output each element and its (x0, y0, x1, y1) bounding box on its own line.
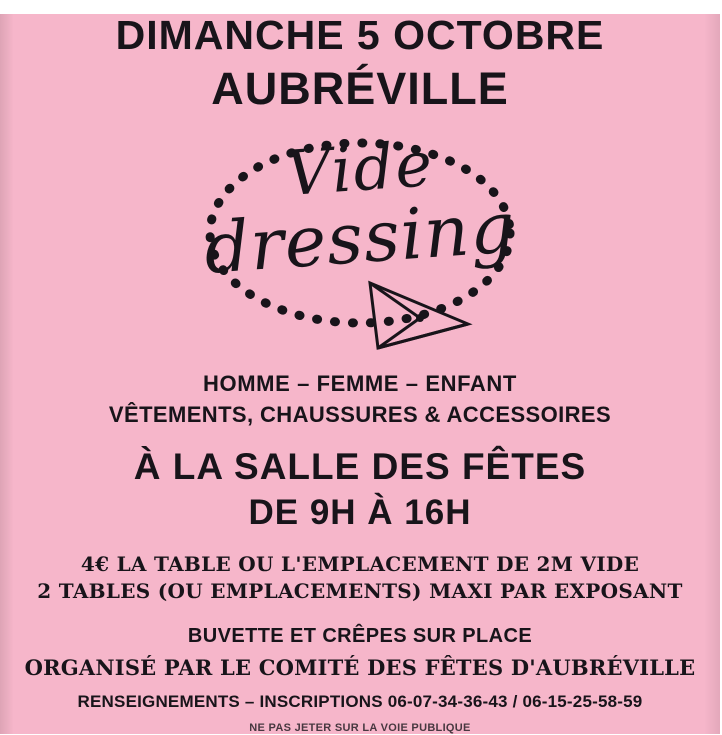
poster (0, 14, 720, 734)
opening-hours: DE 9H À 16H (248, 493, 472, 533)
event-date: DIMANCHE 5 OCTOBRE (115, 12, 605, 58)
categories-line-2: VÊTEMENTS, CHAUSSURES & ACCESSOIRES (108, 402, 612, 428)
price-line-1: 4€ LA TABLE OU L'EMPLACEMENT DE 2M VIDE (80, 552, 640, 577)
event-town: AUBRÉVILLE (211, 63, 509, 115)
vide-dressing-logo (0, 118, 720, 368)
price-line-2: 2 TABLES (OU EMPLACEMENTS) MAXI PAR EXPOSANT (37, 579, 683, 604)
venue: À LA SALLE DES FÊTES (133, 446, 587, 488)
logo-line-1: Vide (283, 127, 437, 211)
refreshments: BUVETTE ET CRÊPES SUR PLACE (187, 625, 533, 648)
dotted-oval-with-arrow-icon (0, 118, 720, 368)
legal-disclaimer: NE PAS JETER SUR LA VOIE PUBLIQUE (249, 721, 471, 734)
categories-line-1: HOMME – FEMME – ENFANT (203, 371, 517, 397)
logo-line-2: dressing (201, 186, 519, 290)
contact-info: RENSEIGNEMENTS – INSCRIPTIONS 06-07-34-36-43 / 06-15-25-58-59 (77, 692, 643, 712)
organiser: ORGANISÉ PAR LE COMITÉ DES FÊTES D'AUBRÉVILLE (24, 655, 696, 681)
